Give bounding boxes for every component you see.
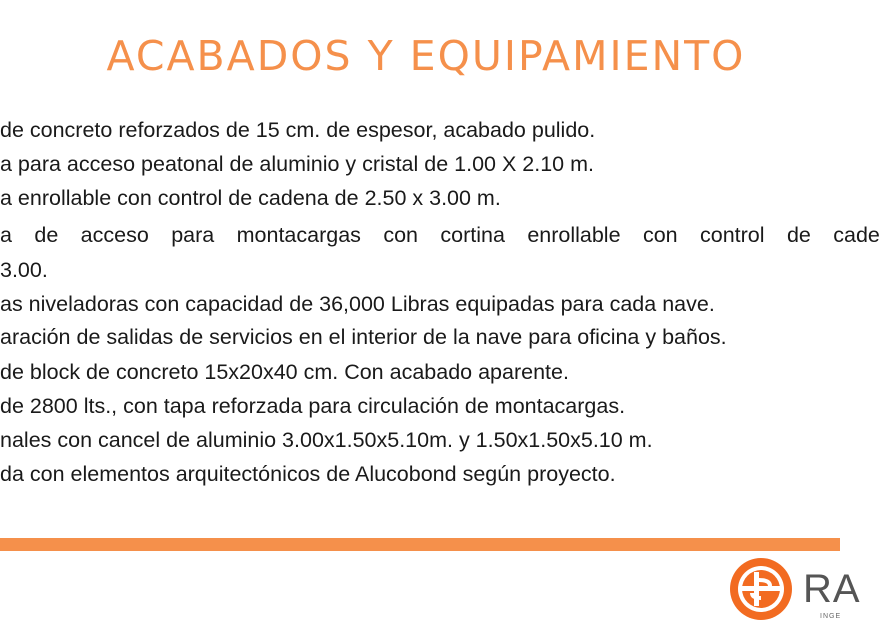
list-item: aración de salidas de servicios en el interior de la nave para oficina y baños.	[0, 325, 727, 349]
list-item	[0, 223, 880, 248]
word: control	[700, 223, 765, 247]
word: enrollable	[527, 223, 621, 247]
list-item: a para acceso peatonal de aluminio y cristal de 1.00 X 2.10 m.	[0, 152, 594, 176]
word: montacargas	[236, 223, 361, 247]
word: de	[786, 223, 811, 247]
word: cade	[833, 223, 880, 247]
list-item: a enrollable con control de cadena de 2.50 x 3.00 m.	[0, 186, 501, 210]
list-item: 3.00.	[0, 258, 48, 282]
list-item: da con elementos arquitectónicos de Alucobond según proyecto.	[0, 462, 616, 486]
list-item: as niveladoras con capacidad de 36,000 Libras equipadas para cada nave.	[0, 292, 715, 316]
word: a	[0, 223, 12, 247]
list-item: de concreto reforzados de 15 cm. de espesor, acabado pulido.	[0, 118, 596, 142]
word: para	[171, 223, 215, 247]
list-item: de 2800 lts., con tapa reforzada para circulación de montacargas.	[0, 394, 626, 418]
word: cortina	[440, 223, 505, 247]
word: con	[383, 223, 418, 247]
word: con	[642, 223, 678, 247]
company-logo-icon	[728, 556, 794, 622]
logo-text: RA	[803, 567, 861, 611]
slide-title: ACABADOS Y EQUIPAMIENTO	[106, 32, 746, 80]
list-item: de block de concreto 15x20x40 cm. Con acabado aparente.	[0, 360, 569, 384]
word: acceso	[80, 223, 149, 247]
word: de	[34, 223, 59, 247]
list-item: nales con cancel de aluminio 3.00x1.50x5.10m. y 1.50x1.50x5.10 m.	[0, 428, 653, 452]
logo-subtext: INGE	[820, 613, 842, 620]
footer-divider	[0, 538, 840, 551]
